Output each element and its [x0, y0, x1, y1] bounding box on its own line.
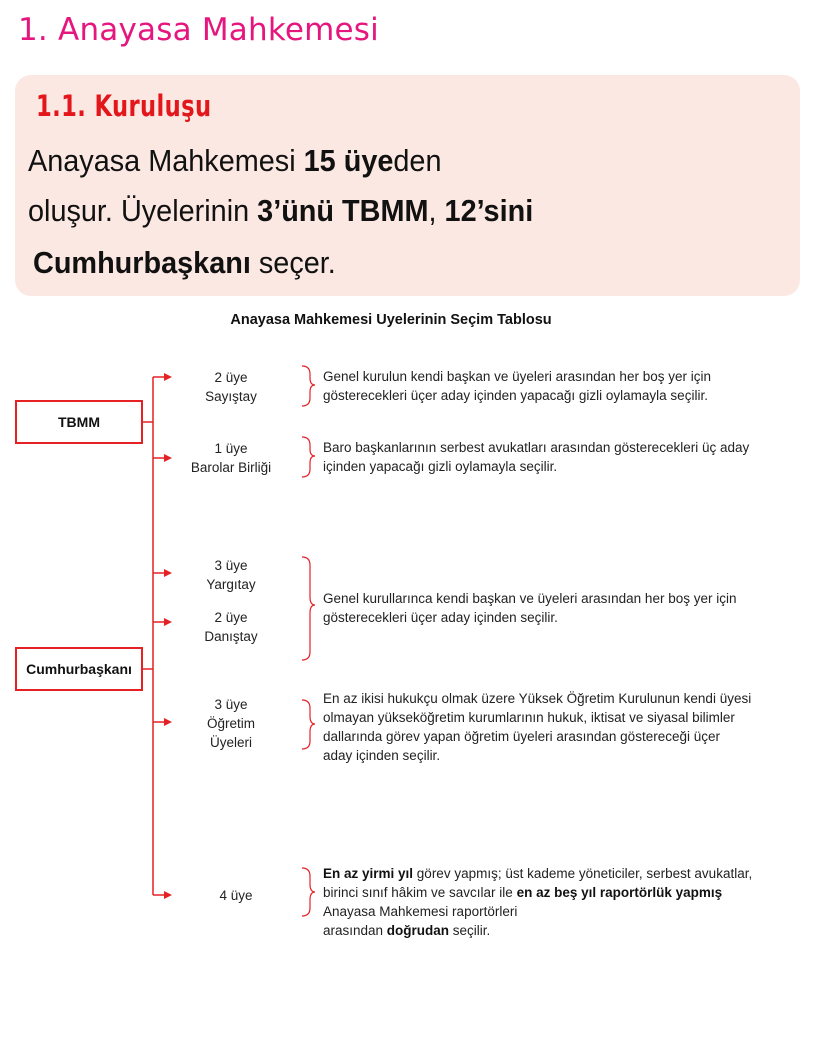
description-line: Anayasa Mahkemesi raportörleri — [323, 904, 518, 919]
summary-text: oluşur. Üyelerinin — [28, 193, 258, 228]
description-text: arasından — [323, 923, 387, 938]
description-line: En az ikisi hukukçu olmak üzere Yüksek Öğretim Kurulunun kendi üyesi — [323, 691, 752, 706]
description-text: seçilir. — [449, 923, 491, 938]
member-label-sayistay — [171, 368, 291, 406]
brace-icon — [302, 700, 315, 749]
member-count: 1 üye — [214, 441, 248, 456]
member-source: Barolar Birliği — [190, 460, 272, 475]
member-source: Yargıtay — [206, 577, 256, 592]
member-count: 3 üye — [214, 697, 248, 712]
member-count: 4 üye — [219, 888, 253, 903]
description-raportor — [323, 864, 752, 940]
member-count: 3 üye — [214, 558, 248, 573]
description-line — [323, 864, 752, 883]
member-source: Üyeleri — [209, 735, 252, 750]
description-line: Genel kurullarınca kendi başkan ve üyeleri arasından her boş yer için — [323, 591, 737, 606]
member-count: 2 üye — [214, 370, 248, 385]
section-title: 1. Anayasa Mahkemesi — [18, 12, 379, 48]
description-sayistay — [323, 367, 711, 405]
brace-icon — [302, 868, 315, 916]
description-bold: doğrudan — [386, 923, 450, 938]
summary-bold: 15 üye — [303, 143, 394, 178]
summary-text: , — [428, 193, 445, 228]
member-source: Öğretim — [206, 716, 255, 731]
description-text: birinci sınıf hâkim ve savcılar ile — [323, 885, 517, 900]
description-line: aday içinden seçilir. — [323, 748, 441, 763]
table-title: Anayasa Mahkemesi Uyelerinin Seçim Tablosu — [230, 312, 552, 328]
description-line: içinden yapacağı gizli oylamayla seçilir. — [323, 459, 558, 474]
arrow-icon — [164, 891, 172, 899]
member-label-raportor — [176, 886, 296, 905]
subsection-title: 1.1. Kuruluşu — [36, 89, 212, 123]
summary-bold: Cumhurbaşkanı — [33, 245, 251, 280]
description-bold: en az beş yıl raportörlük yapmış — [516, 885, 723, 900]
description-line — [323, 883, 752, 902]
description-line: Genel kurulun kendi başkan ve üyeleri arasından her boş yer için — [323, 369, 711, 384]
organ-box-tbmm: TBMM — [15, 400, 143, 444]
description-line: Baro başkanlarının serbest avukatları arasından gösterecekleri üç aday — [323, 440, 750, 455]
description-yargitay-danistay — [323, 589, 736, 627]
summary-bold: 3’ünü TBMM — [257, 193, 429, 228]
description-line: dallarında görev yapan öğretim üyeleri arasından göstereceği üçer — [323, 729, 720, 744]
brace-icon — [302, 557, 315, 660]
description-barolar — [323, 438, 749, 476]
member-label-ogretim — [171, 695, 291, 752]
summary-text: den — [393, 143, 442, 178]
member-count: 2 üye — [214, 610, 248, 625]
description-line: olmayan yükseköğretim kurumlarının hukuk, iktisat ve siyasal bilimler — [323, 710, 735, 725]
member-source: Danıştay — [204, 629, 258, 644]
member-label-barolar — [171, 439, 291, 477]
description-line: gösterecekleri üçer aday içinden yapacağı gizli oylamayla seçilir. — [323, 388, 708, 403]
summary-bold: 12’sini — [444, 193, 534, 228]
description-line: gösterecekleri üçer aday içinden seçilir. — [323, 610, 558, 625]
member-label-yargitay — [171, 556, 291, 594]
member-source: Sayıştay — [205, 389, 257, 404]
description-bold: En az yirmi yıl — [323, 866, 414, 881]
brace-icon — [302, 366, 315, 406]
summary-text: Anayasa Mahkemesi — [28, 143, 304, 178]
description-line — [323, 921, 752, 940]
description-ogretim — [323, 689, 751, 765]
member-label-danistay — [171, 608, 291, 646]
summary-text: seçer. — [250, 245, 336, 280]
organ-box-cumhurbaskani: Cumhurbaşkanı — [15, 647, 143, 691]
description-text: görev yapmış; üst kademe yöneticiler, serbest avukatlar, — [413, 866, 753, 881]
brace-icon — [302, 437, 315, 477]
